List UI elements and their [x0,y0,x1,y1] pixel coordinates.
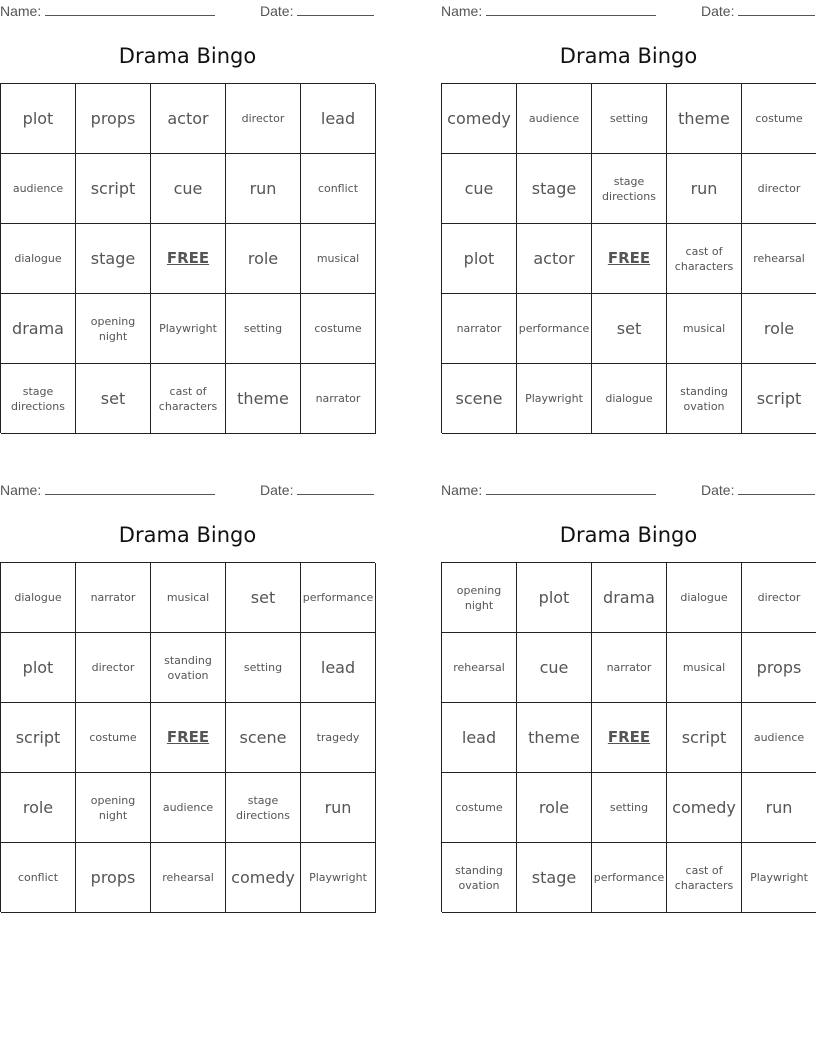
date-line [297,482,374,495]
bingo-cell: performance [517,294,592,364]
name-label: Name: [441,3,483,19]
bingo-cell: conflict [301,154,376,224]
bingo-cell: stage directions [226,773,301,843]
name-label: Name: [0,482,42,498]
free-space-cell: FREE [151,224,226,294]
bingo-cell: standing ovation [667,364,742,434]
bingo-cell: costume [76,703,151,773]
bingo-cell: setting [592,773,667,843]
bingo-cell: narrator [76,563,151,633]
name-line [486,3,656,16]
bingo-cell: script [742,364,816,434]
bingo-cell: rehearsal [151,843,226,913]
bingo-cell: stage directions [592,154,667,224]
bingo-cell: role [742,294,816,364]
bingo-cell: run [301,773,376,843]
date-field [260,3,374,19]
bingo-cell: plot [1,633,76,703]
bingo-cell: run [226,154,301,224]
bingo-cell: director [226,84,301,154]
date-label: Date: [701,3,735,19]
date-line [297,3,374,16]
bingo-cell: cast of characters [667,224,742,294]
name-line [486,482,656,495]
bingo-cell: performance [301,563,376,633]
bingo-cell: scene [226,703,301,773]
bingo-cell: setting [226,294,301,364]
bingo-cell: costume [301,294,376,364]
bingo-cell: comedy [442,84,517,154]
bingo-cell: dialogue [1,563,76,633]
bingo-cell: Playwright [301,843,376,913]
name-field [441,3,656,19]
free-space-cell: FREE [592,703,667,773]
bingo-cell: narrator [592,633,667,703]
bingo-cell: dialogue [1,224,76,294]
bingo-cell: musical [667,633,742,703]
bingo-cell: cue [442,154,517,224]
bingo-cell: director [76,633,151,703]
bingo-cell: scene [442,364,517,434]
bingo-grid [0,562,375,912]
date-label: Date: [701,482,735,498]
bingo-cell: musical [667,294,742,364]
bingo-cell: Playwright [151,294,226,364]
bingo-grid [441,562,816,912]
bingo-cell: drama [1,294,76,364]
bingo-cell: theme [226,364,301,434]
card-title: Drama Bingo [118,44,257,68]
bingo-cell: standing ovation [151,633,226,703]
bingo-cell: narrator [301,364,376,434]
bingo-cell: props [76,84,151,154]
bingo-cell: drama [592,563,667,633]
bingo-cell: musical [301,224,376,294]
bingo-cell: plot [1,84,76,154]
bingo-cell: lead [442,703,517,773]
bingo-cell: script [667,703,742,773]
date-field [260,482,374,498]
bingo-cell: rehearsal [742,224,816,294]
bingo-grid [0,83,375,433]
bingo-cell: setting [592,84,667,154]
bingo-cell: stage [517,154,592,224]
bingo-grid [441,83,816,433]
bingo-cell: director [742,563,816,633]
bingo-cell: actor [151,84,226,154]
bingo-cell: opening night [76,773,151,843]
bingo-cell: set [592,294,667,364]
name-field [0,482,215,498]
name-field [441,482,656,498]
bingo-cell: plot [442,224,517,294]
bingo-cell: role [517,773,592,843]
date-line [738,3,815,16]
bingo-cell: Playwright [742,843,816,913]
free-space-cell: FREE [151,703,226,773]
free-space-cell: FREE [592,224,667,294]
bingo-cell: stage directions [1,364,76,434]
bingo-card-3 [0,479,375,887]
bingo-cell: theme [517,703,592,773]
bingo-cell: cast of characters [151,364,226,434]
date-label: Date: [260,482,294,498]
bingo-cell: audience [517,84,592,154]
bingo-cell: run [742,773,816,843]
date-field [701,482,815,498]
card-header [441,479,816,501]
bingo-cell: lead [301,633,376,703]
bingo-cell: role [226,224,301,294]
bingo-cell: set [76,364,151,434]
date-field [701,3,815,19]
bingo-cell: director [742,154,816,224]
bingo-card-1 [0,0,375,413]
bingo-cell: audience [151,773,226,843]
bingo-card-2 [441,0,816,413]
bingo-cell: opening night [442,563,517,633]
date-line [738,482,815,495]
date-label: Date: [260,3,294,19]
name-line [45,482,215,495]
bingo-cell: role [1,773,76,843]
card-title: Drama Bingo [559,44,698,68]
bingo-cell: run [667,154,742,224]
bingo-cell: audience [742,703,816,773]
bingo-cell: tragedy [301,703,376,773]
bingo-cell: script [1,703,76,773]
bingo-cell: setting [226,633,301,703]
bingo-cell: plot [517,563,592,633]
bingo-cell: script [76,154,151,224]
bingo-cell: set [226,563,301,633]
bingo-cell: performance [592,843,667,913]
bingo-cell: rehearsal [442,633,517,703]
name-label: Name: [0,3,42,19]
name-field [0,3,215,19]
bingo-cell: dialogue [592,364,667,434]
bingo-cell: comedy [667,773,742,843]
bingo-card-4 [441,479,816,892]
bingo-cell: props [76,843,151,913]
name-label: Name: [441,482,483,498]
card-header [441,0,816,22]
bingo-cell: costume [442,773,517,843]
card-title: Drama Bingo [118,523,257,547]
bingo-cell: props [742,633,816,703]
bingo-cell: theme [667,84,742,154]
card-header [0,0,375,22]
bingo-cell: cue [517,633,592,703]
bingo-cell: audience [1,154,76,224]
bingo-cell: stage [517,843,592,913]
bingo-cell: narrator [442,294,517,364]
bingo-cell: comedy [226,843,301,913]
bingo-cell: dialogue [667,563,742,633]
bingo-cell: standing ovation [442,843,517,913]
card-header [0,479,375,501]
bingo-cell: opening night [76,294,151,364]
bingo-cell: stage [76,224,151,294]
name-line [45,3,215,16]
bingo-cell: cue [151,154,226,224]
card-title: Drama Bingo [559,523,698,547]
bingo-cell: Playwright [517,364,592,434]
bingo-cell: costume [742,84,816,154]
bingo-cell: musical [151,563,226,633]
bingo-cell: conflict [1,843,76,913]
bingo-cell: lead [301,84,376,154]
bingo-cell: cast of characters [667,843,742,913]
bingo-cell: actor [517,224,592,294]
